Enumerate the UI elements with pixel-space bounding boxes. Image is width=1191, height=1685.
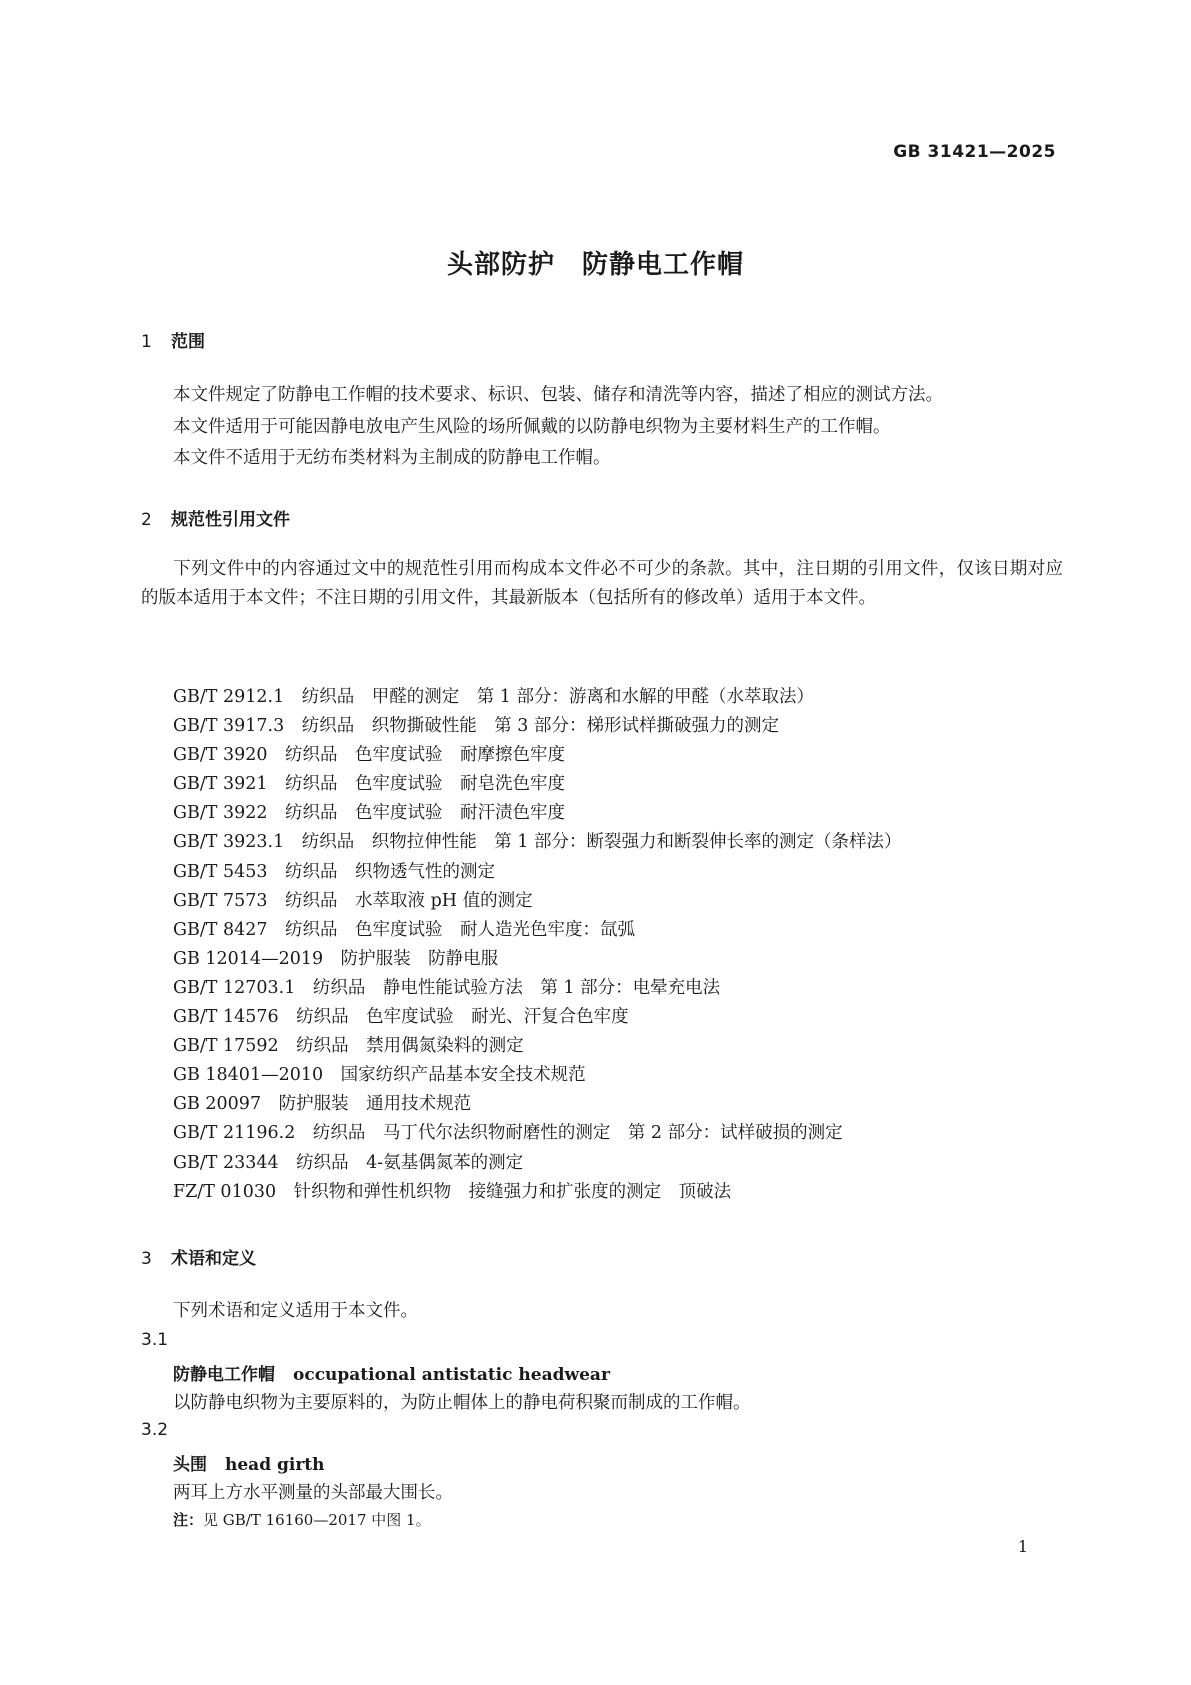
reference-list bbox=[173, 683, 901, 1207]
section-title: 范围 bbox=[171, 332, 205, 352]
reference-item: GB/T 17592 纺织品 禁用偶氮染料的测定 bbox=[173, 1036, 524, 1057]
reference-item: GB/T 7573 纺织品 水萃取液 pH 值的测定 bbox=[173, 890, 533, 911]
standard-code: GB 31421—2025 bbox=[893, 142, 1056, 162]
term-definition: 两耳上方水平测量的头部最大围长。 bbox=[173, 1483, 453, 1503]
reference-item: GB/T 3921 纺织品 色牢度试验 耐皂洗色牢度 bbox=[173, 774, 566, 795]
reference-item: GB/T 3922 纺织品 色牢度试验 耐汗渍色牢度 bbox=[173, 803, 566, 824]
note-label: 注： bbox=[173, 1511, 204, 1529]
page-number: 1 bbox=[1017, 1537, 1028, 1556]
term-note bbox=[173, 1509, 431, 1530]
term-number: 3.2 bbox=[141, 1420, 169, 1440]
section-heading-normative-references bbox=[141, 505, 290, 530]
term-name-en: occupational antistatic headwear bbox=[293, 1365, 610, 1385]
reference-item: GB/T 8427 纺织品 色牢度试验 耐人造光色牢度：氙弧 bbox=[173, 919, 636, 940]
note-text: 见 GB/T 16160—2017 中图 1。 bbox=[203, 1511, 431, 1529]
section-heading-terms bbox=[141, 1244, 256, 1269]
reference-item: GB 20097 防护服装 通用技术规范 bbox=[173, 1094, 472, 1115]
reference-item: GB 18401—2010 国家纺织产品基本安全技术规范 bbox=[173, 1065, 586, 1086]
reference-item: GB/T 12703.1 纺织品 静电性能试验方法 第 1 部分：电晕充电法 bbox=[173, 977, 721, 998]
reference-item: FZ/T 01030 针织物和弹性机织物 接缝强力和扩张度的测定 顶破法 bbox=[173, 1181, 732, 1202]
section-heading-scope bbox=[141, 327, 205, 352]
term-definition: 以防静电织物为主要原料的，为防止帽体上的静电荷积聚而制成的工作帽。 bbox=[173, 1393, 751, 1413]
section-title: 规范性引用文件 bbox=[171, 510, 290, 530]
section-number: 2 bbox=[141, 510, 152, 530]
reference-item: GB/T 3923.1 纺织品 织物拉伸性能 第 1 部分：断裂强力和断裂伸长率的测定（条样法） bbox=[173, 832, 902, 853]
scope-paragraph-1: 本文件规定了防静电工作帽的技术要求、标识、包装、储存和清洗等内容，描述了相应的测试方法。 bbox=[173, 385, 943, 405]
section-number: 1 bbox=[141, 332, 152, 352]
reference-item: GB/T 23344 纺织品 4-氨基偶氮苯的测定 bbox=[173, 1152, 524, 1173]
reference-item: GB/T 5453 纺织品 织物透气性的测定 bbox=[173, 861, 496, 882]
references-intro bbox=[141, 555, 1063, 613]
term-name-zh: 头围 bbox=[173, 1455, 207, 1475]
term-name-en: head girth bbox=[225, 1455, 325, 1475]
reference-item: GB/T 3917.3 纺织品 织物撕破性能 第 3 部分：梯形试样撕破强力的测定 bbox=[173, 716, 779, 737]
reference-item: GB/T 3920 纺织品 色牢度试验 耐摩擦色牢度 bbox=[173, 745, 566, 766]
section-number: 3 bbox=[141, 1249, 152, 1269]
reference-item: GB/T 21196.2 纺织品 马丁代尔法织物耐磨性的测定 第 2 部分：试样破损的测定 bbox=[173, 1123, 843, 1144]
scope-paragraph-3: 本文件不适用于无纺布类材料为主制成的防静电工作帽。 bbox=[173, 448, 611, 468]
reference-item: GB/T 14576 纺织品 色牢度试验 耐光、汗复合色牢度 bbox=[173, 1007, 629, 1028]
scope-paragraph-2: 本文件适用于可能因静电放电产生风险的场所佩戴的以防静电织物为主要材料生产的工作帽。 bbox=[173, 417, 891, 437]
document-title: 头部防护 防静电工作帽 bbox=[446, 250, 744, 280]
term-number: 3.1 bbox=[141, 1330, 169, 1350]
reference-item: GB/T 2912.1 纺织品 甲醛的测定 第 1 部分：游离和水解的甲醛（水萃取法） bbox=[173, 687, 814, 707]
term-heading bbox=[173, 1360, 610, 1385]
references-intro-text: 下列文件中的内容通过文中的规范性引用而构成本文件必不可少的条款。其中，注日期的引用文件，仅该日期对应的版本适用于本文件；不注日期的引用文件，其最新版本（包括所有的修改单）适用于本文件。 bbox=[141, 559, 1063, 608]
section-title: 术语和定义 bbox=[171, 1249, 256, 1269]
terms-intro: 下列术语和定义适用于本文件。 bbox=[173, 1301, 418, 1321]
term-name-zh: 防静电工作帽 bbox=[173, 1365, 275, 1385]
term-heading bbox=[173, 1450, 325, 1475]
reference-item: GB 12014—2019 防护服装 防静电服 bbox=[173, 948, 499, 969]
